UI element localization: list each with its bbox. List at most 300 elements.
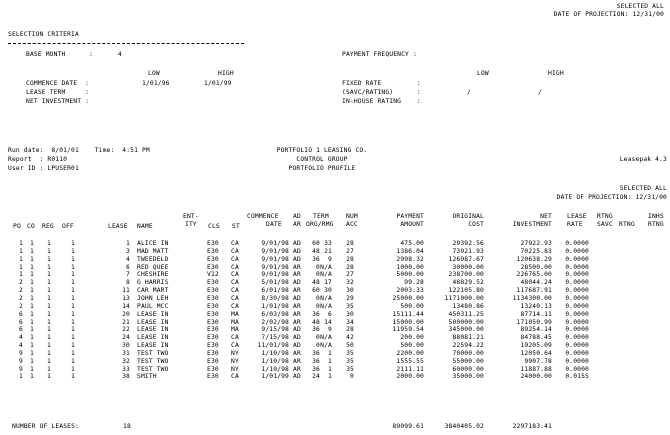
cell-co: 1 [30,357,34,365]
cell-rmg: 1 [328,365,332,373]
cell-reg: 1 [47,279,51,287]
cell-reg: 1 [47,373,51,381]
cell-co: 1 [30,302,34,310]
cell-ad: AD [293,326,301,334]
cell-co: 1 [30,365,34,373]
cell-date: 7/15/98 [261,334,289,342]
cell-num: 27 [346,271,354,279]
cell-rate: 0.0000 [565,287,589,295]
cell-cost: 122105.80 [448,287,484,295]
cell-pay: 1386.04 [396,247,424,255]
cell-cost: 29392.56 [452,240,484,247]
cell-org: 60 [312,287,320,295]
cell-org: 0 [316,263,320,271]
cell-date: 9/01/98 [261,263,289,271]
cell-num: 35 [346,302,354,310]
cell-reg: 1 [47,357,51,365]
cell-org: 0 [316,294,320,302]
col-original-line2: COST [468,221,484,228]
col-lease-rate-line1: LEASE [567,213,587,220]
cell-name: MAD MATT [137,247,169,255]
cell-net: 171050.99 [516,318,552,326]
cell-num: 28 [346,255,354,263]
cell-cls: V12 [207,271,219,279]
cell-reg: 1 [47,349,51,357]
cell-cost: 1171000.00 [444,294,484,302]
cell-date: 2/02/98 [261,318,289,326]
cell-date: 8/30/98 [261,294,289,302]
cell-co: 1 [30,255,34,263]
cell-off: 1 [71,294,75,302]
criteria-divider [8,43,244,44]
col-net-line1: NET [540,213,552,220]
cell-cls: E30 [207,310,219,318]
cell-cls: E30 [207,342,219,350]
cell-ad: AR [293,310,301,318]
cell-ad: AD [293,373,301,381]
cell-name: PAUL MCC [137,302,169,310]
cell-st: MA [231,318,239,326]
cell-name: LEASE IN [137,318,169,326]
cell-co: 1 [30,294,34,302]
cell-name: TEST TWO [137,365,169,373]
cell-st: CA [231,373,239,381]
cell-name: LEASE IN [137,326,169,334]
cell-reg: 1 [47,342,51,350]
cell-reg: 1 [47,365,51,373]
col-rtng-line2: RTNG [619,221,635,228]
cell-off: 1 [71,240,75,247]
cell-reg: 1 [47,287,51,295]
cell-lease: 24 [122,334,130,342]
cell-rate: 0.0000 [565,247,589,255]
cell-co: 1 [30,349,34,357]
cell-rate: 0.0000 [565,334,589,342]
cell-po: 4 [19,342,23,350]
cell-co: 1 [30,271,34,279]
cell-off: 1 [71,357,75,365]
cell-num: 34 [346,318,354,326]
report-id: Report : R0110 [8,156,68,163]
cell-lease: 4 [126,255,130,263]
cell-date: 6/01/98 [261,287,289,295]
cell-ad: AR [293,349,301,357]
cell-net: 87714.11 [520,310,552,318]
cell-po: 9 [19,357,23,365]
cell-rmg: N/A [320,271,332,279]
col-inhs-line1: INHS [648,213,664,220]
cell-reg: 1 [47,318,51,326]
cell-date: 1/10/98 [261,349,289,357]
cell-cost: 35000.00 [452,373,484,381]
cell-st: CA [231,342,239,350]
cell-po: 1 [19,271,23,279]
col-net-line2: INVESTMENT [512,221,552,228]
cell-rate: 0.0000 [565,310,589,318]
cell-reg: 1 [47,263,51,271]
cell-rmg: 17 [324,279,332,287]
cell-rmg: N/A [320,294,332,302]
cell-reg: 1 [47,302,51,310]
cell-org: 48 [312,318,320,326]
col-po: PO [13,223,21,230]
cell-net: 120638.29 [516,255,552,263]
cell-cls: E30 [207,287,219,295]
cell-pay: 500.00 [400,342,424,350]
rating-low-header: LOW [477,70,489,77]
cell-net: 1134300.00 [512,294,552,302]
lease-term-label: LEASE TERM : [26,89,90,96]
col-num-line2: ACC [346,221,358,228]
cell-cost: 55000.00 [452,357,484,365]
cell-rate: 0.0000 [565,365,589,373]
base-month-value: 4 [118,51,122,58]
cell-org: 0 [316,271,320,279]
cell-date: 6/03/98 [261,310,289,318]
number-of-leases-value: 18 [123,423,131,430]
cell-cost: 13480.86 [452,302,484,310]
cell-org: 24 [312,373,320,381]
savc-low-slash: / [467,89,471,96]
cell-ad: AR [293,271,301,279]
cell-po: 9 [19,349,23,357]
rating-high-header: HIGH [548,70,564,77]
cell-reg: 1 [47,240,51,247]
cell-lease: 1 [126,240,130,247]
cell-name: LEASE IN [137,310,169,318]
cell-net: 13240.13 [520,302,552,310]
cell-rmg: 14 [324,318,332,326]
cell-date: 9/01/98 [261,255,289,263]
user-id: User ID : LPUSER01 [8,165,79,172]
cell-cost: 450311.25 [448,310,484,318]
col-rtng-line1: RTNG [597,213,613,220]
cell-pay: 15111.44 [392,310,424,318]
cell-off: 1 [71,342,75,350]
cell-num: 29 [346,294,354,302]
cell-name: G HARRIS [137,279,169,287]
cell-po: 1 [19,240,23,247]
cell-cost: 345000.00 [448,326,484,334]
cell-lease: 6 [126,263,130,271]
cell-org: 0 [316,342,320,350]
cell-po: 1 [19,255,23,263]
control-group: CONTROL GROUP [296,156,348,163]
cell-rmg: 33 [324,240,332,247]
cell-st: MA [231,326,239,334]
cell-po: 1 [19,373,23,381]
cell-org: 60 [312,240,320,247]
cell-lease: 38 [122,373,130,381]
commence-low-value: 1/01/96 [142,80,170,87]
cell-lease: 11 [122,287,130,295]
cell-ad: AD [293,294,301,302]
cell-date: 9/15/98 [261,326,289,334]
cell-st: CA [231,255,239,263]
cell-co: 1 [30,318,34,326]
cell-off: 1 [71,255,75,263]
cell-date: 9/01/98 [261,240,289,247]
cell-rate: 0.0000 [565,342,589,350]
cell-cost: 88081.21 [452,334,484,342]
cell-lease: 7 [126,271,130,279]
cell-net: 24000.00 [520,373,552,381]
cell-off: 1 [71,302,75,310]
cell-name: JOHN LEH [137,294,169,302]
cell-st: CA [231,271,239,279]
base-month-label: BASE MONTH : [26,51,93,58]
col-entity-line1: ENT- [183,213,199,220]
cell-rmg: N/A [320,263,332,271]
cell-rate: 0.0000 [565,279,589,287]
cell-cls: E30 [207,373,219,381]
cell-net: 48044.24 [520,279,552,287]
cell-name: TEST TWO [137,349,169,357]
cell-pay: 2000.00 [396,373,424,381]
report-projection-date: DATE OF PROJECTION: 12/31/00 [556,194,667,201]
cell-ad: AR [293,318,301,326]
cell-cost: 70000.00 [452,349,484,357]
cell-po: 2 [19,287,23,295]
cell-co: 1 [30,263,34,271]
cell-name: TEST TWO [137,357,169,365]
cell-st: NY [231,357,239,365]
cell-rmg: 9 [328,326,332,334]
cell-cls: E30 [207,326,219,334]
cell-cls: E30 [207,294,219,302]
cell-net: 84788.45 [520,334,552,342]
cell-net: 11887.88 [520,365,552,373]
cell-date: 1/10/98 [261,365,289,373]
selection-criteria-title: SELECTION CRITERIA [8,31,79,38]
cell-rate: 0.0000 [565,302,589,310]
cell-ad: AD [293,247,301,255]
cell-off: 1 [71,271,75,279]
cell-num: 50 [346,342,354,350]
cell-name: ALICE IN [137,240,169,247]
cell-num: 35 [346,349,354,357]
cell-off: 1 [71,279,75,287]
cell-off: 1 [71,349,75,357]
cell-cost: 30000.00 [452,263,484,271]
cell-po: 6 [19,310,23,318]
cell-cls: E30 [207,279,219,287]
cell-ad: AR [293,365,301,373]
cell-reg: 1 [47,334,51,342]
col-cls: CLS [208,223,220,230]
cell-rate: 0.0000 [565,271,589,279]
cell-cost: 73921.93 [452,247,484,255]
cell-org: 0 [316,302,320,310]
col-original-line1: ORIGINAL [452,213,484,220]
cell-rmg: 21 [324,247,332,255]
cell-lease: 13 [122,294,130,302]
total-payment-amount: 89099.61 [392,423,424,430]
cell-pay: 2200.00 [396,349,424,357]
cell-pay: 25000.00 [392,294,424,302]
col-st: ST [232,223,240,230]
cell-cls: E30 [207,255,219,263]
cell-net: 70225.83 [520,247,552,255]
cell-st: CA [231,240,239,247]
cell-cost: 500000.00 [448,318,484,326]
cell-date: 11/01/98 [257,342,289,350]
cell-rate: 0.0000 [565,240,589,247]
cell-reg: 1 [47,271,51,279]
col-off: OFF [62,223,74,230]
cell-ad: AR [293,302,301,310]
cell-pay: 475.00 [400,240,424,247]
commence-date-label: COMMENCE DATE : [26,80,90,87]
col-ad-line1: AD [293,213,301,220]
cell-cost: 48829.52 [452,279,484,287]
cell-off: 1 [71,247,75,255]
cell-date: 1/10/98 [261,357,289,365]
cell-co: 1 [30,287,34,295]
cell-cls: E30 [207,357,219,365]
cell-num: 0 [350,373,354,381]
cell-name: CHESHIRE [137,271,169,279]
cell-po: 9 [19,365,23,373]
selected-all-label: SELECTED ALL [616,3,664,10]
cell-rmg: 1 [328,357,332,365]
cell-num: 28 [346,240,354,247]
cell-lease: 3 [126,247,130,255]
cell-lease: 33 [122,365,130,373]
col-name: NAME [137,223,153,230]
cell-rmg: N/A [320,342,332,350]
cell-num: 30 [346,310,354,318]
col-lease: LEASE [108,223,128,230]
cell-po: 2 [19,294,23,302]
cell-co: 1 [30,310,34,318]
col-lease-rate-line2: RATE [567,221,583,228]
cell-st: CA [231,247,239,255]
cell-pay: 2111.11 [396,365,424,373]
cell-ad: AD [293,255,301,263]
cell-co: 1 [30,334,34,342]
cell-cost: 60000.00 [452,365,484,373]
cell-co: 1 [30,240,34,247]
cell-num: 28 [346,326,354,334]
cell-num: 27 [346,247,354,255]
cell-org: 0 [316,334,320,342]
col-payment-line1: PAYMENT [396,213,424,220]
cell-num: 30 [346,287,354,295]
cell-rate: 0.0000 [565,294,589,302]
cell-reg: 1 [47,310,51,318]
cell-off: 1 [71,326,75,334]
cell-lease: 30 [122,342,130,350]
cell-po: 6 [19,318,23,326]
cell-lease: 14 [122,302,130,310]
cell-ad: AR [293,357,301,365]
cell-date: 1/01/99 [261,373,289,381]
cell-rmg: 30 [324,287,332,295]
company-name: PORTFOLIO 1 LEASING CO. [276,147,368,154]
cell-st: CA [231,279,239,287]
cell-pay: 99.28 [404,279,424,287]
cell-off: 1 [71,263,75,271]
cell-po: 2 [19,279,23,287]
cell-pay: 1555.55 [396,357,424,365]
cell-off: 1 [71,365,75,373]
cell-cls: E30 [207,349,219,357]
cell-num: 28 [346,263,354,271]
cell-date: 9/01/98 [261,247,289,255]
cell-rate: 0.0000 [565,357,589,365]
cell-rate: 0.0000 [565,326,589,334]
cell-org: 48 [312,247,320,255]
savc-rating-label: (SAVC/RATING) : [342,89,421,96]
cell-rate: 0.0155 [565,373,589,381]
cell-num: 42 [346,334,354,342]
cell-org: 36 [312,255,320,263]
cell-st: CA [231,302,239,310]
cell-lease: 21 [122,318,130,326]
cell-ad: AR [293,287,301,295]
cell-rmg: N/A [320,302,332,310]
cell-st: CA [231,263,239,271]
cell-cls: E30 [207,302,219,310]
cell-cls: E30 [207,240,219,247]
col-commence-line1: COMMENCE [247,213,279,220]
cell-off: 1 [71,287,75,295]
cell-po: 6 [19,326,23,334]
cell-net: 9907.78 [524,357,552,365]
cell-cost: 126987.67 [448,255,484,263]
cell-rmg: 9 [328,255,332,263]
cell-co: 1 [30,247,34,255]
cell-pay: 200.00 [400,334,424,342]
cell-st: NY [231,365,239,373]
fixed-rate-label: FIXED RATE : [342,80,421,87]
cell-date: 5/01/98 [261,279,289,287]
cell-pay: 5000.00 [396,271,424,279]
cell-cls: E30 [207,263,219,271]
col-term-line1: TERM [313,213,329,220]
payment-frequency-label: PAYMENT FREQUENCY : [342,51,417,58]
cell-ad: AD [293,279,301,287]
cell-net: 226765.00 [516,271,552,279]
portfolio-profile-title: PORTFOLIO PROFILE [288,165,356,172]
cell-cls: E30 [207,365,219,373]
cell-off: 1 [71,310,75,318]
cell-name: SMITH [137,373,157,381]
cell-pay: 2998.32 [396,255,424,263]
total-original-cost: 3840405.02 [444,423,484,430]
col-co: CO [27,223,35,230]
projection-date-label: DATE OF PROJECTION: 12/31/00 [553,11,664,18]
cell-rate: 0.0000 [565,255,589,263]
net-investment-label: NET INVESTMENT : [26,98,90,105]
cell-pay: 11959.54 [392,326,424,334]
cell-ad: AD [293,334,301,342]
col-reg: REG [42,223,54,230]
cell-po: 1 [19,263,23,271]
cell-org: 36 [312,357,320,365]
cell-off: 1 [71,318,75,326]
cell-st: NY [231,349,239,357]
cell-name: CAR MART [137,287,169,295]
cell-po: 1 [19,247,23,255]
cell-name: TWEEDELD [137,255,169,263]
cell-net: 27922.93 [520,240,552,247]
cell-rate: 0.0000 [565,318,589,326]
number-of-leases-label: NUMBER OF LEASES: [12,423,79,430]
cell-rmg: N/A [320,334,332,342]
cell-lease: 8 [126,279,130,287]
